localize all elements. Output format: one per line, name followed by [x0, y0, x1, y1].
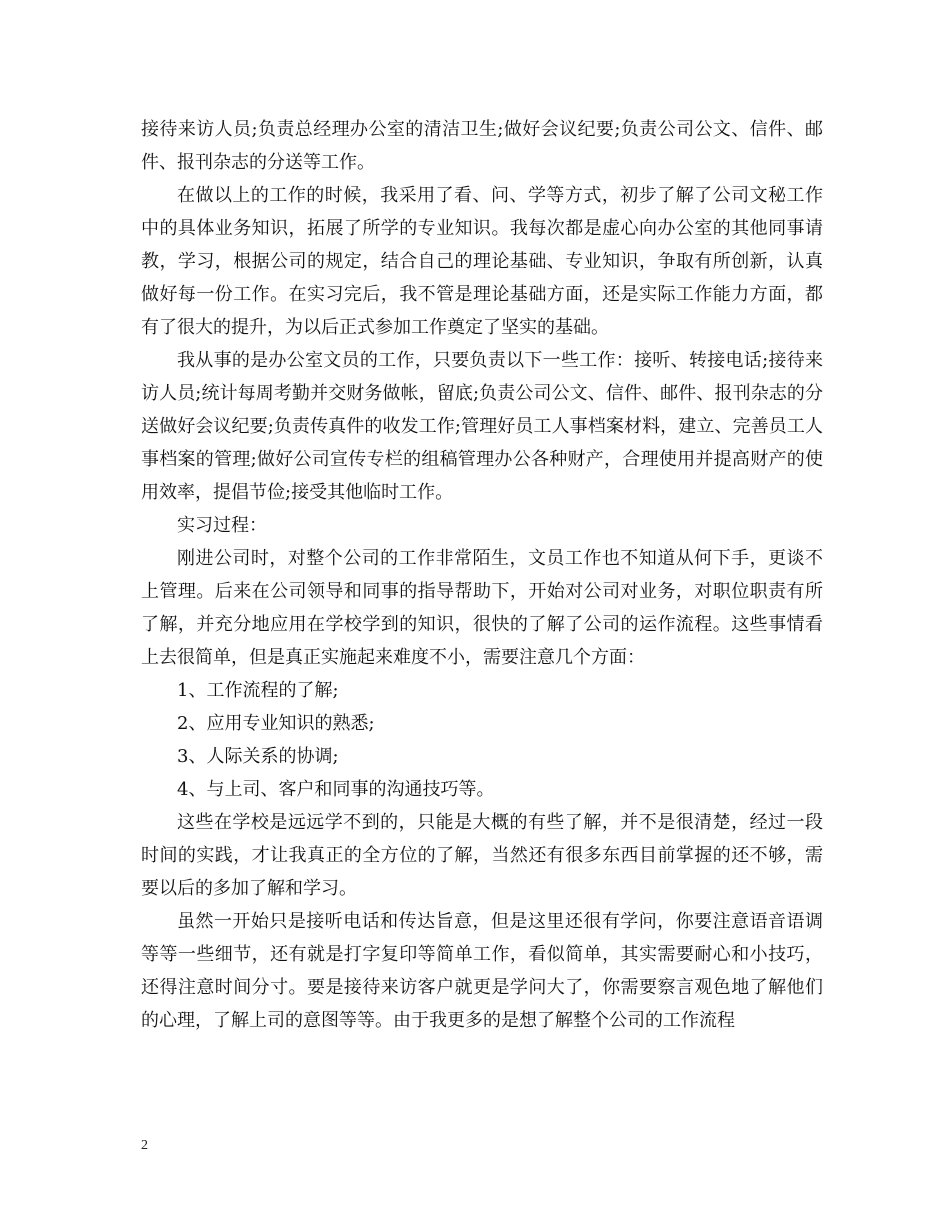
section-heading-internship-process: 实习过程：: [177, 515, 267, 536]
list-item-4: 4、与上司、客户和同事的沟通技巧等。: [177, 779, 495, 800]
list-item-3: 3、人际关系的协调;: [177, 746, 339, 767]
list-item-1: 1、工作流程的了解;: [177, 680, 339, 701]
paragraph-2: 在做以上的工作的时候，我采用了看、问、学等方式，初步了解了公司文秘工作中的具体业务知识，拓展了所学的专业知识。我每次都是虚心向办公室的其他同事请教，学习，根据公司的规定，结合自己的理论基础、专业知识，争取有所创新，认真做好每一份工作。在实习完后，我不管是理论基础方面，还是实际工作能力方面，都有了很大的提升，为以后正式参加工作奠定了坚实的基础。: [141, 185, 823, 338]
paragraph-6: 虽然一开始只是接听电话和传达旨意，但是这里还很有学问，你要注意语音语调等等一些细节，还有就是打字复印等简单工作，看似简单，其实需要耐心和小技巧，还得注意时间分寸。要是接待来访客户就更是学问大了，你需要察言观色地了解他们的心理，了解上司的意图等等。由于我更多的是想了解整个公司的工作流程: [141, 911, 823, 1031]
paragraph-4: 刚进公司时，对整个公司的工作非常陌生，文员工作也不知道从何下手，更谈不上管理。后来在公司领导和同事的指导帮助下，开始对公司对业务，对职位职责有所了解，并充分地应用在学校学到的知识，很快的了解了公司的运作流程。这些事情看上去很简单，但是真正实施起来难度不小，需要注意几个方面：: [141, 548, 823, 668]
document-body: [141, 113, 823, 1037]
paragraph-5: 这些在学校是远远学不到的，只能是大概的有些了解，并不是很清楚，经过一段时间的实践，才让我真正的全方位的了解，当然还有很多东西目前掌握的还不够，需要以后的多加了解和学习。: [141, 812, 823, 899]
paragraph-3: 我从事的是办公室文员的工作，只要负责以下一些工作：接听、转接电话;接待来访人员;统计每周考勤并交财务做帐，留底;负责公司公文、信件、邮件、报刊杂志的分送做好会议纪要;负责传真件的收发工作;管理好员工人事档案材料，建立、完善员工人事档案的管理;做好公司宣传专栏的组稿管理办公各种财产，合理使用并提高财产的使用效率，提倡节俭;接受其他临时工作。: [141, 350, 823, 503]
page-number: 2: [141, 1138, 148, 1153]
list-item-2: 2、应用专业知识的熟悉;: [177, 713, 375, 734]
paragraph-1: 接待来访人员;负责总经理办公室的清洁卫生;做好会议纪要;负责公司公文、信件、邮件、报刊杂志的分送等工作。: [141, 119, 823, 173]
